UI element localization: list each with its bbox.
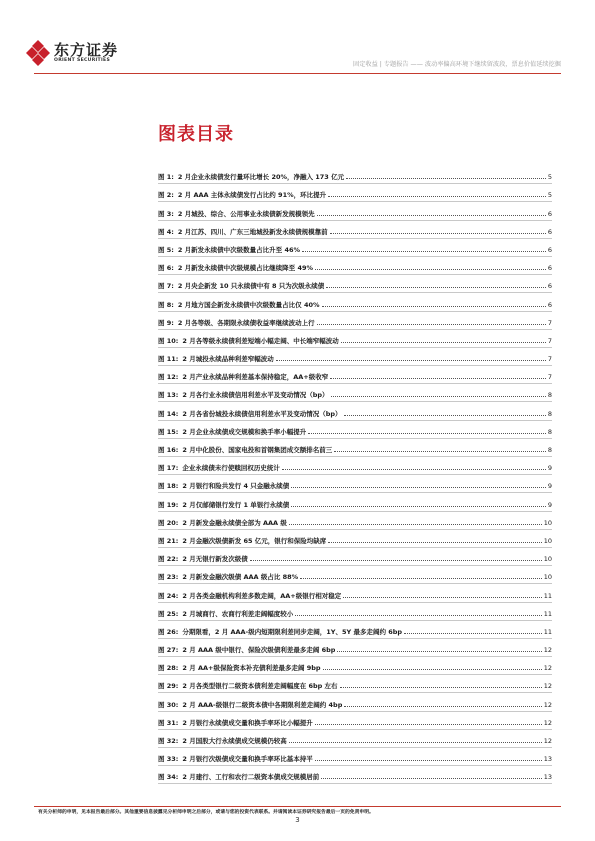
toc-entry-number: 图 3: xyxy=(158,209,174,218)
toc-leader-dots xyxy=(344,415,546,416)
toc-entry[interactable] xyxy=(158,566,552,584)
toc-entry-title: 2 月金融次级债新发 65 亿元，银行和保险均缺席 xyxy=(182,536,327,545)
toc-entry-title: 分期限看，2 月 AAA-级内短期限利差同步走阔，1Y、5Y 最多走阔约 6bp xyxy=(182,627,403,636)
toc-entry[interactable] xyxy=(158,730,552,748)
toc-entry-page: 11 xyxy=(543,591,552,600)
toc-entry-page: 10 xyxy=(543,518,552,527)
toc-entry-number: 图 6: xyxy=(158,264,174,273)
toc-entry-title: 2 月企业永续债发行量环比增长 20%，净融入 173 亿元 xyxy=(177,173,345,182)
toc-leader-dots xyxy=(317,215,546,216)
toc-entry[interactable] xyxy=(158,512,552,530)
toc-entry-title: 2 月产业永续品种利差基本保持稳定，AA+级收窄 xyxy=(182,373,329,382)
toc-entry[interactable] xyxy=(158,166,552,184)
toc-entry-number: 图 15: xyxy=(158,427,179,436)
brand-name-cn: 东方证券 xyxy=(54,41,119,59)
toc-entry-page: 11 xyxy=(543,609,552,618)
toc-entry[interactable] xyxy=(158,457,552,475)
toc-entry[interactable] xyxy=(158,312,552,330)
toc-entry-page: 9 xyxy=(547,464,552,473)
toc-entry-page: 9 xyxy=(547,500,552,509)
toc-entry-page: 6 xyxy=(547,300,552,309)
toc-leader-dots xyxy=(289,524,542,525)
toc-leader-dots xyxy=(326,287,546,288)
toc-entry-title: 2 月地方国企新发永续债中次级数量占比仅 40% xyxy=(177,300,320,309)
toc-entry[interactable] xyxy=(158,712,552,730)
toc-list xyxy=(158,166,552,784)
toc-entry[interactable] xyxy=(158,493,552,511)
toc-leader-dots xyxy=(315,760,542,761)
toc-entry-number: 图 21: xyxy=(158,536,179,545)
toc-entry-page: 11 xyxy=(543,627,552,636)
toc-entry-page: 12 xyxy=(543,700,552,709)
toc-entry-page: 8 xyxy=(547,409,552,418)
toc-entry-number: 图 8: xyxy=(158,300,174,309)
header-divider xyxy=(34,73,561,74)
toc-entry-page: 12 xyxy=(543,646,552,655)
disclaimer-text: 有关分析师的申明，见本报告最后部分。其他重要信息披露见分析师申明之后部分，或请与您的投资代表联系。并请阅读本证券研究报告最后一页的免责申明。 xyxy=(38,810,374,815)
toc-entry-number: 图 7: xyxy=(158,282,174,291)
toc-leader-dots xyxy=(328,542,541,543)
toc-entry-number: 图 31: xyxy=(158,718,179,727)
toc-entry-page: 7 xyxy=(547,336,552,345)
toc-entry-page: 6 xyxy=(547,227,552,236)
toc-entry-page: 7 xyxy=(547,318,552,327)
toc-entry-page: 9 xyxy=(547,482,552,491)
toc-leader-dots xyxy=(315,724,542,725)
toc-entry-number: 图 24: xyxy=(158,591,179,600)
toc-entry-number: 图 23: xyxy=(158,573,179,582)
toc-entry-number: 图 14: xyxy=(158,409,179,418)
toc-entry-number: 图 9: xyxy=(158,318,174,327)
toc-entry[interactable] xyxy=(158,584,552,602)
toc-entry-number: 图 16: xyxy=(158,446,179,454)
toc-entry[interactable] xyxy=(158,475,552,493)
toc-entry-number: 图 29: xyxy=(158,682,179,691)
toc-entry[interactable] xyxy=(158,657,552,675)
toc-entry-page: 5 xyxy=(547,173,552,182)
report-category: 固定收益 | 专题报告 —— 波动率偏高环境下继续留波段，票息价值延续挖掘 xyxy=(353,61,561,68)
toc-entry-page: 10 xyxy=(543,536,552,545)
toc-leader-dots xyxy=(346,178,546,179)
toc-leader-dots xyxy=(300,578,542,579)
toc-entry[interactable] xyxy=(158,384,552,402)
toc-entry[interactable] xyxy=(158,621,552,639)
toc-entry[interactable] xyxy=(158,257,552,275)
toc-entry[interactable] xyxy=(158,639,552,657)
toc-leader-dots xyxy=(250,560,542,561)
toc-entry-page: 6 xyxy=(547,282,552,291)
toc-entry-number: 图 33: xyxy=(158,755,179,764)
toc-leader-dots xyxy=(308,433,546,434)
toc-entry-title: 2 月银行次级债成交量和换手率环比基本持平 xyxy=(182,755,313,764)
toc-entry-page: 12 xyxy=(543,718,552,727)
toc-leader-dots xyxy=(344,706,541,707)
toc-entry[interactable] xyxy=(158,275,552,293)
toc-entry-page: 10 xyxy=(543,555,552,564)
toc-entry-number: 图 32: xyxy=(158,737,179,745)
toc-entry[interactable] xyxy=(158,421,552,439)
toc-entry-page: 8 xyxy=(547,427,552,436)
toc-entry[interactable] xyxy=(158,202,552,220)
toc-entry[interactable] xyxy=(158,184,552,202)
toc-leader-dots xyxy=(295,615,542,616)
toc-entry-number: 图 20: xyxy=(158,518,179,527)
toc-title: 图表目录 xyxy=(158,124,234,145)
toc-leader-dots xyxy=(330,378,546,379)
page-number: 3 xyxy=(295,816,300,824)
toc-leader-dots xyxy=(322,306,546,307)
toc-entry-page: 8 xyxy=(547,391,552,400)
toc-entry-page: 10 xyxy=(543,573,552,582)
toc-entry-number: 图 13: xyxy=(158,391,179,400)
toc-entry-title: 2 月 AA+级保险资本补充债利差最多走阔 9bp xyxy=(182,664,321,673)
toc-entry-number: 图 10: xyxy=(158,336,179,345)
toc-entry-title: 2 月中化股份、国家电投和首钢集团成交额排名前三 xyxy=(182,446,333,454)
toc-entry-page: 12 xyxy=(543,737,552,745)
toc-entry-number: 图 1: xyxy=(158,173,174,182)
toc-entry-page: 7 xyxy=(547,373,552,382)
toc-leader-dots xyxy=(337,651,541,652)
toc-entry-number: 图 18: xyxy=(158,482,179,491)
toc-entry[interactable] xyxy=(158,221,552,239)
toc-entry-title: 2 月 AAA 级中银行、保险次级债利差最多走阔 6bp xyxy=(182,646,336,655)
page-header xyxy=(0,0,595,82)
toc-entry[interactable] xyxy=(158,439,552,457)
toc-entry-number: 图 17: xyxy=(158,464,179,473)
brand-name-en: ORIENT SECURITIES xyxy=(54,58,111,63)
toc-entry-number: 图 34: xyxy=(158,773,179,782)
toc-leader-dots xyxy=(343,597,542,598)
toc-entry-number: 图 28: xyxy=(158,664,179,673)
toc-entry[interactable] xyxy=(158,766,552,784)
toc-entry-title: 2 月各省份城投永续债信用利差水平及变动情况（bp） xyxy=(182,409,342,418)
toc-entry[interactable] xyxy=(158,548,552,566)
toc-leader-dots xyxy=(291,487,546,488)
toc-entry-number: 图 25: xyxy=(158,609,179,618)
toc-entry-number: 图 26: xyxy=(158,627,179,636)
toc-leader-dots xyxy=(282,469,546,470)
toc-entry-title: 2 月银行和险共发行 4 只金融永续债 xyxy=(182,482,290,491)
toc-entry[interactable] xyxy=(158,675,552,693)
toc-entry-title: 2 月各类型银行二级资本债利差走阔幅度在 6bp 左右 xyxy=(182,682,338,691)
toc-leader-dots xyxy=(404,633,542,634)
toc-entry-number: 图 30: xyxy=(158,700,179,709)
toc-entry-title: 2 月各行业永续债信用利差水平及变动情况（bp） xyxy=(182,391,329,400)
toc-leader-dots xyxy=(331,396,546,397)
toc-leader-dots xyxy=(321,778,542,779)
toc-entry[interactable] xyxy=(158,348,552,366)
toc-leader-dots xyxy=(341,342,546,343)
toc-entry-title: 2 月企业永续债成交规模和换手率小幅提升 xyxy=(182,427,307,436)
toc-leader-dots xyxy=(289,742,542,743)
toc-leader-dots xyxy=(315,269,546,270)
toc-entry-title: 2 月各类金融机构利差多数走阔，AA+级银行相对稳定 xyxy=(182,591,342,600)
orient-logo-icon xyxy=(26,40,50,66)
toc-entry-title: 2 月无银行新发次级债 xyxy=(182,555,248,564)
toc-leader-dots xyxy=(334,451,546,452)
toc-entry-title: 2 月央企新发 10 只永续债中有 8 只为次级永续债 xyxy=(177,282,325,291)
toc-entry-title: 2 月建行、工行和农行二级资本债成交规模居前 xyxy=(182,773,320,782)
toc-entry[interactable] xyxy=(158,330,552,348)
toc-entry-title: 2 月各等级、各期限永续债收益率继续波动上行 xyxy=(177,318,315,327)
toc-entry[interactable] xyxy=(158,293,552,311)
toc-leader-dots xyxy=(330,233,546,234)
toc-entry[interactable] xyxy=(158,603,552,621)
footer-divider xyxy=(34,806,561,807)
toc-entry[interactable] xyxy=(158,239,552,257)
toc-entry-page: 12 xyxy=(543,682,552,691)
toc-entry-title: 2 月 AAA-级银行二级资本债中各期限利差走阔约 4bp xyxy=(182,700,343,709)
toc-entry-page: 13 xyxy=(543,755,552,764)
toc-entry-title: 2 月新发金融次级债 AAA 级占比 88% xyxy=(182,573,299,582)
toc-entry-title: 2 月各等级永续债利差短端小幅走阔、中长端窄幅波动 xyxy=(182,336,339,345)
toc-entry[interactable] xyxy=(158,693,552,711)
toc-entry-page: 5 xyxy=(547,191,552,200)
toc-entry-number: 图 11: xyxy=(158,355,179,364)
toc-entry-title: 2 月城投永续品种利差窄幅波动 xyxy=(182,355,274,364)
toc-entry-title: 企业永续债未行使赎回权历史统计 xyxy=(182,464,280,473)
toc-leader-dots xyxy=(323,669,542,670)
toc-entry-title: 2 月城商行、农商行利差走阔幅度较小 xyxy=(182,609,294,618)
toc-entry-title: 2 月新发金融永续债全部为 AAA 级 xyxy=(182,518,287,527)
toc-leader-dots xyxy=(340,687,542,688)
toc-entry-title: 2 月银行永续债成交量和换手率环比小幅提升 xyxy=(182,718,313,727)
toc-entry-title: 2 月新发永续债中次级规模占比继续降至 49% xyxy=(177,264,313,273)
toc-entry-title: 2 月国股大行永续债成交规模仍较高 xyxy=(182,737,287,745)
brand-logo xyxy=(26,38,138,72)
toc-entry-number: 图 27: xyxy=(158,646,179,655)
toc-entry-title: 2 月城投、综合、公用事业永续债新发规模领先 xyxy=(177,209,315,218)
toc-entry-number: 图 4: xyxy=(158,227,174,236)
toc-entry-number: 图 22: xyxy=(158,555,179,564)
toc-entry[interactable] xyxy=(158,402,552,420)
toc-entry-title: 2 月 AAA 主体永续债发行占比约 91%，环比提升 xyxy=(177,191,327,200)
toc-entry-page: 6 xyxy=(547,245,552,254)
toc-entry-page: 8 xyxy=(547,446,552,454)
toc-entry-number: 图 12: xyxy=(158,373,179,382)
toc-leader-dots xyxy=(317,324,546,325)
toc-entry-page: 7 xyxy=(547,355,552,364)
toc-leader-dots xyxy=(276,360,546,361)
toc-entry-title: 2 月新发永续债中次级数量占比升至 46% xyxy=(177,245,300,254)
toc-leader-dots xyxy=(328,196,546,197)
toc-entry-title: 2 月江苏、四川、广东三地城投新发永续债规模靠前 xyxy=(177,227,328,236)
toc-entry[interactable] xyxy=(158,366,552,384)
toc-entry[interactable] xyxy=(158,748,552,766)
toc-entry-page: 12 xyxy=(543,664,552,673)
toc-entry-number: 图 5: xyxy=(158,245,174,254)
toc-entry-title: 2 月仅邮储银行发行 1 单银行永续债 xyxy=(182,500,290,509)
toc-leader-dots xyxy=(302,251,546,252)
toc-entry-page: 13 xyxy=(543,773,552,782)
toc-entry-number: 图 2: xyxy=(158,191,174,200)
toc-entry-page: 6 xyxy=(547,264,552,273)
toc-entry-page: 6 xyxy=(547,209,552,218)
toc-entry[interactable] xyxy=(158,530,552,548)
toc-entry-number: 图 19: xyxy=(158,500,179,509)
toc-leader-dots xyxy=(291,506,546,507)
